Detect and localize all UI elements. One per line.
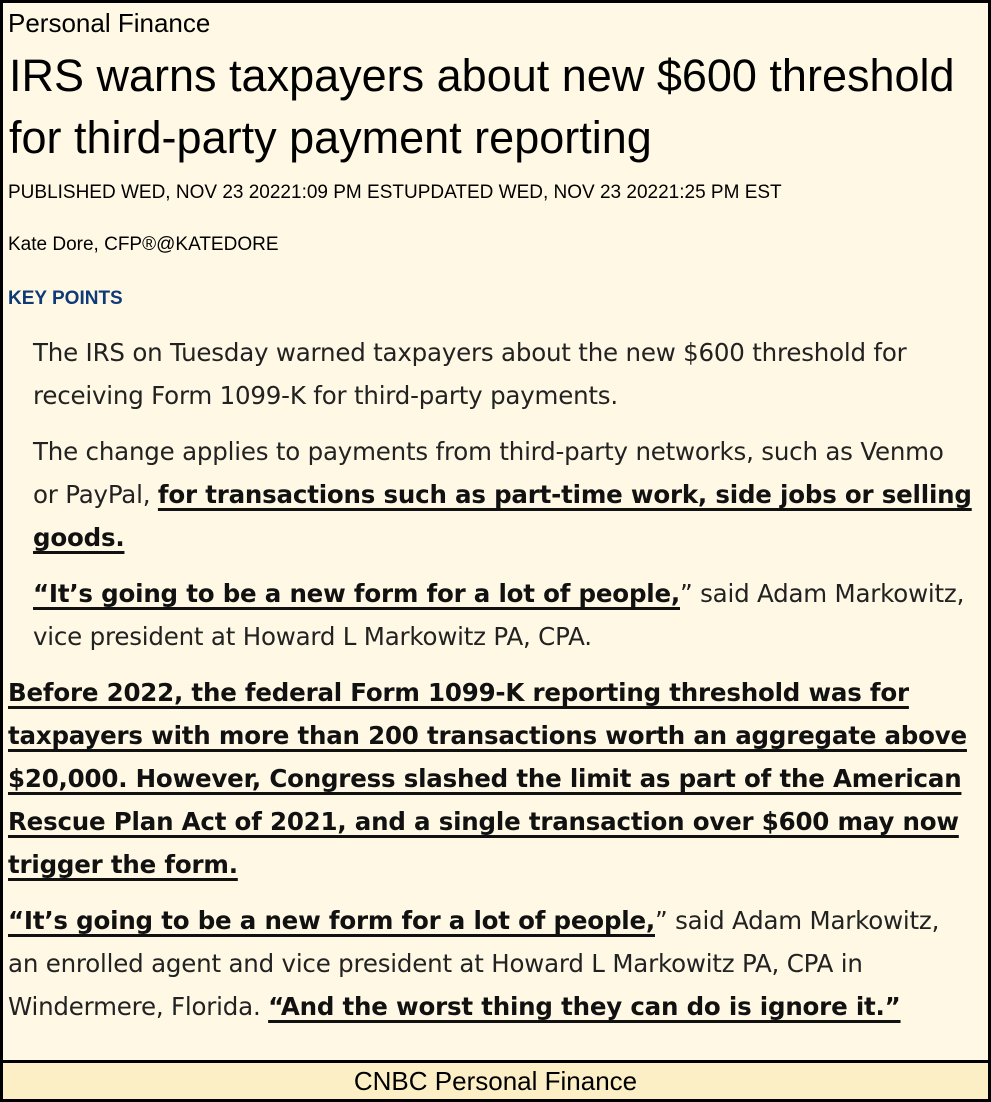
section-label: Personal Finance bbox=[8, 8, 211, 38]
key-points-list bbox=[8, 331, 984, 658]
headline: IRS warns taxpayers about new $600 threshold for third-party payment reporting bbox=[9, 50, 955, 163]
body-paragraph-1-link[interactable]: Before 2022, the federal Form 1099-K reporting threshold was for taxpayers with more than 200 transactions worth an aggregate above $20,000. However, Congress slashed the limit as part of the American Rescue Plan Act of 2021, and a single transaction over $600 may now trigger the form. bbox=[8, 678, 967, 879]
body-paragraph-1 bbox=[8, 671, 984, 886]
key-point-3-quote-link[interactable]: “It’s going to be a new form for a lot of people, bbox=[33, 579, 680, 608]
body-paragraph-2-quote-link[interactable]: “It’s going to be a new form for a lot of people, bbox=[8, 906, 655, 935]
footer-banner: CNBC Personal Finance bbox=[3, 1060, 988, 1099]
key-point-2-link[interactable]: for transactions such as part-time work, side jobs or selling goods. bbox=[33, 480, 972, 552]
body-paragraph-2-text: ” said Adam Markowitz, an enrolled agent and vice president at Howard L Markowitz PA, CPA in Windermere, Florida. bbox=[8, 906, 940, 1021]
key-point-3 bbox=[33, 572, 974, 658]
article-content bbox=[3, 3, 988, 1028]
key-point-1 bbox=[33, 331, 974, 417]
body-paragraph-2 bbox=[8, 899, 984, 1028]
key-points-heading: KEY POINTS bbox=[8, 288, 123, 309]
publish-meta: PUBLISHED WED, NOV 23 20221:09 PM ESTUPDATED WED, NOV 23 20221:25 PM EST bbox=[8, 182, 782, 203]
body-paragraph-2-closing-link[interactable]: “And the worst thing they can do is ignore it.” bbox=[268, 992, 901, 1021]
key-point-2 bbox=[33, 430, 974, 559]
key-point-1-text: The IRS on Tuesday warned taxpayers about the new $600 threshold for receiving Form 1099-K for third-party payments. bbox=[33, 338, 907, 410]
key-point-3-text: ” said Adam Markowitz, vice president at Howard L Markowitz PA, CPA. bbox=[33, 579, 965, 651]
author-byline: Kate Dore, CFP®@KATEDORE bbox=[8, 234, 279, 255]
key-point-2-text: The change applies to payments from third-party networks, such as Venmo or PayPal, bbox=[33, 437, 944, 509]
